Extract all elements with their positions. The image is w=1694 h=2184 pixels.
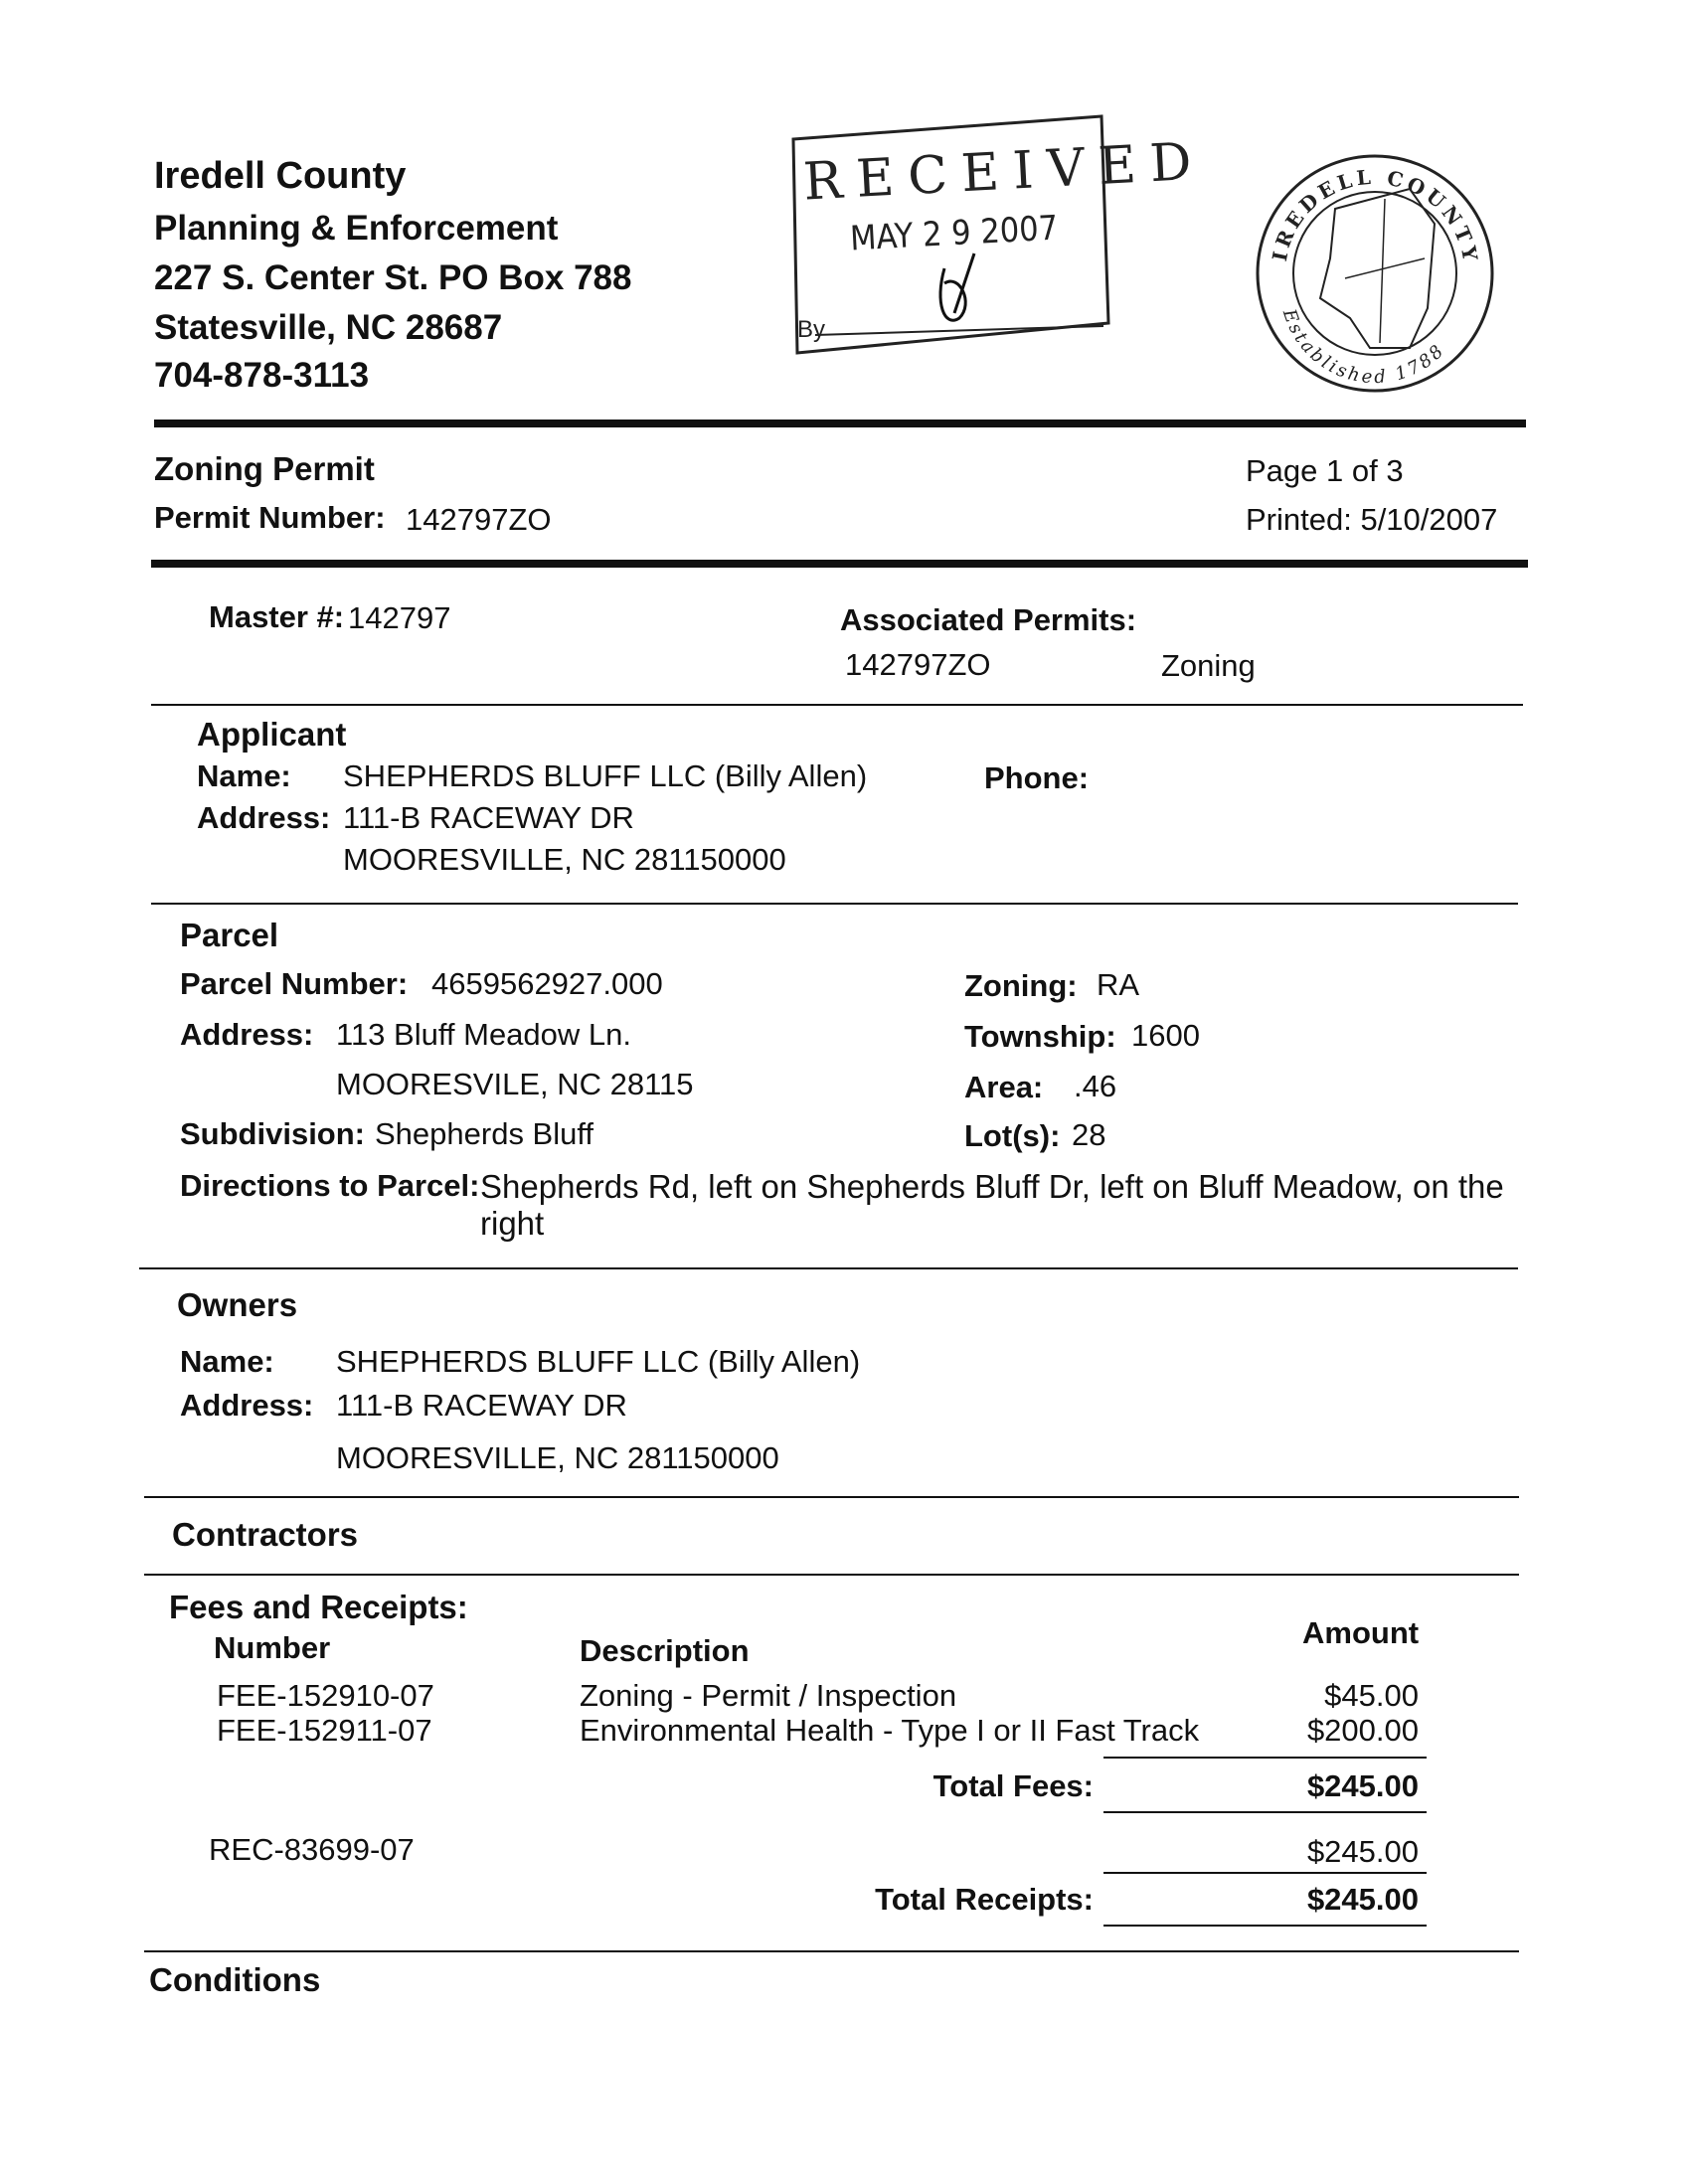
associated-permit-number: 142797ZO	[845, 647, 991, 682]
applicant-address-line1: 111-B RACEWAY DR	[343, 800, 634, 835]
parcel-divider	[139, 1267, 1518, 1269]
permit-divider	[151, 560, 1528, 568]
department-city: Statesville, NC 28687	[154, 308, 503, 347]
parcel-township: 1600	[1131, 1018, 1200, 1053]
page-indicator: Page 1 of 3	[1246, 453, 1404, 488]
master-number: 142797	[348, 600, 451, 635]
fees-heading: Fees and Receipts:	[169, 1589, 468, 1625]
parcel-directions-line2: right	[480, 1205, 545, 1242]
stamp-received-word: RECEIVED	[801, 131, 1207, 213]
parcel-zoning: RA	[1097, 967, 1140, 1002]
seal-graphic	[1251, 149, 1499, 398]
parcel-directions-label: Directions to Parcel:	[180, 1168, 480, 1203]
department-street: 227 S. Center St. PO Box 788	[154, 258, 632, 297]
master-divider	[151, 704, 1523, 706]
owners-heading: Owners	[177, 1286, 298, 1323]
parcel-address-line1: 113 Bluff Meadow Ln.	[336, 1017, 631, 1052]
fees-total-rule	[1103, 1811, 1427, 1813]
permit-number-label: Permit Number:	[154, 500, 386, 535]
fees-column-description: Description	[580, 1633, 750, 1668]
parcel-township-label: Township:	[964, 1019, 1116, 1054]
svg-text:IREDELL COUNTY	[1268, 165, 1483, 266]
parcel-number-label: Parcel Number:	[180, 966, 409, 1001]
county-name: Iredell County	[154, 155, 407, 197]
applicant-address-label: Address:	[197, 800, 331, 835]
owner-name-label: Name:	[180, 1344, 274, 1379]
owner-address-line2: MOORESVILLE, NC 281150000	[336, 1440, 779, 1475]
applicant-divider	[151, 903, 1518, 905]
parcel-number: 4659562927.000	[431, 966, 663, 1001]
parcel-subdivision: Shepherds Bluff	[375, 1116, 594, 1151]
fee-row-2-description: Environmental Health - Type I or II Fast Track	[580, 1713, 1200, 1748]
fees-subtotal-rule	[1103, 1757, 1427, 1759]
total-receipts-amount: $245.00	[1306, 1882, 1419, 1917]
fee-row-1-number: FEE-152910-07	[217, 1678, 434, 1713]
parcel-address-label: Address:	[180, 1017, 314, 1052]
stamp-by-label: By	[797, 316, 826, 343]
owner-address-label: Address:	[180, 1388, 314, 1423]
parcel-lots-label: Lot(s):	[964, 1118, 1061, 1153]
owners-divider	[144, 1496, 1519, 1498]
owner-name: SHEPHERDS BLUFF LLC (Billy Allen)	[336, 1344, 861, 1379]
county-seal	[1251, 149, 1499, 398]
receipts-subtotal-rule	[1103, 1872, 1427, 1874]
parcel-directions-line1: Shepherds Rd, left on Shepherds Bluff Dr, left on Bluff Meadow, on the	[480, 1168, 1504, 1205]
parcel-zoning-label: Zoning:	[964, 968, 1078, 1003]
conditions-heading: Conditions	[149, 1961, 321, 1998]
parcel-heading: Parcel	[180, 917, 279, 953]
fee-row-1-amount: $45.00	[1324, 1678, 1419, 1713]
master-label: Master #:	[209, 599, 345, 634]
header-divider	[154, 420, 1526, 427]
total-fees-amount: $245.00	[1306, 1768, 1419, 1803]
department-name: Planning & Enforcement	[154, 209, 559, 248]
total-receipts-label: Total Receipts:	[875, 1882, 1094, 1917]
seal-top-text: IREDELL COUNTY	[1267, 164, 1483, 267]
parcel-address-line2: MOORESVILE, NC 28115	[336, 1067, 694, 1101]
receipt-number: REC-83699-07	[209, 1832, 415, 1867]
fee-row-2-number: FEE-152911-07	[217, 1713, 432, 1748]
fee-row-2-amount: $200.00	[1306, 1713, 1419, 1748]
seal-bottom-text: Established 1788	[1277, 306, 1450, 389]
applicant-name: SHEPHERDS BLUFF LLC (Billy Allen)	[343, 758, 868, 793]
stamp-date: MAY 2 9 2007	[849, 208, 1060, 259]
received-stamp	[785, 114, 1207, 358]
permit-number: 142797ZO	[406, 502, 552, 537]
total-fees-label: Total Fees:	[932, 1768, 1094, 1803]
receipt-amount: $245.00	[1306, 1834, 1419, 1869]
receipts-total-rule	[1103, 1925, 1427, 1927]
department-phone: 704-878-3113	[154, 356, 370, 395]
associated-permits-label: Associated Permits:	[840, 602, 1137, 637]
owner-address-line1: 111-B RACEWAY DR	[336, 1388, 627, 1423]
fees-column-amount: Amount	[1302, 1615, 1420, 1650]
applicant-address-line2: MOORESVILLE, NC 281150000	[343, 842, 786, 877]
parcel-area: .46	[1074, 1069, 1117, 1103]
printed-date: Printed: 5/10/2007	[1246, 502, 1498, 537]
applicant-phone-label: Phone:	[984, 760, 1090, 795]
contractors-divider	[144, 1574, 1519, 1576]
applicant-heading: Applicant	[197, 716, 347, 753]
fee-row-1-description: Zoning - Permit / Inspection	[580, 1678, 957, 1713]
parcel-subdivision-label: Subdivision:	[180, 1116, 365, 1151]
contractors-heading: Contractors	[172, 1516, 359, 1553]
associated-permit-type: Zoning	[1161, 648, 1256, 683]
parcel-lots: 28	[1072, 1117, 1106, 1152]
applicant-name-label: Name:	[197, 758, 291, 793]
permit-title: Zoning Permit	[154, 450, 375, 487]
parcel-area-label: Area:	[964, 1070, 1044, 1104]
fees-divider	[144, 1950, 1519, 1952]
fees-column-number: Number	[214, 1630, 331, 1665]
